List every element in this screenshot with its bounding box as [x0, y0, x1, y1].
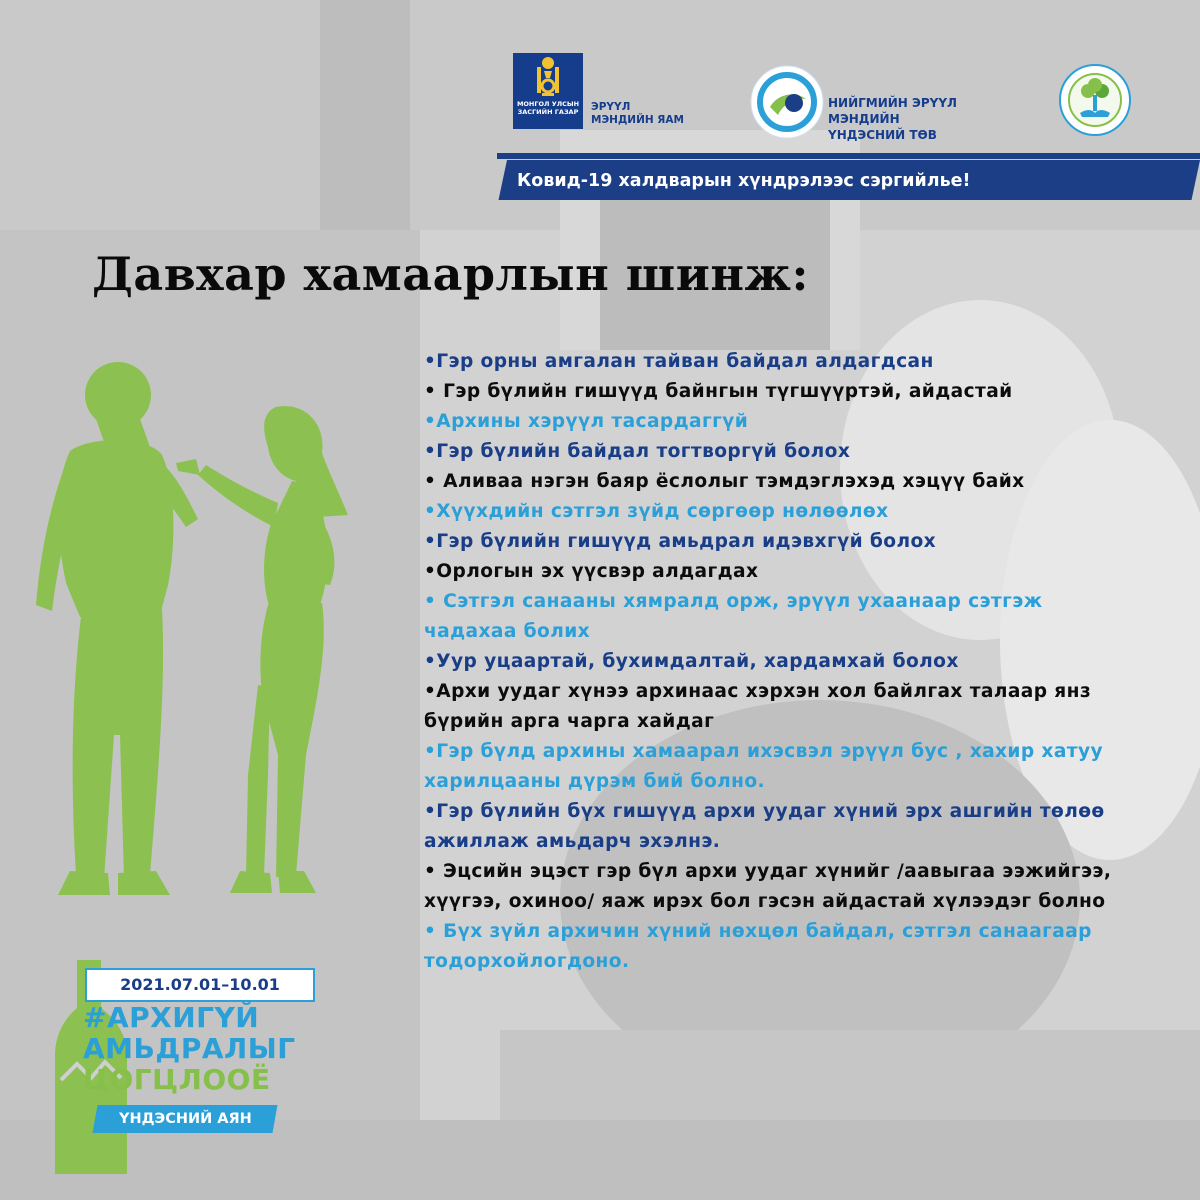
- campaign-label-text: ҮНДЭСНИЙ АЯН: [118, 1111, 252, 1127]
- list-item: •Орлогын эх үүсвэр алдагдах: [424, 561, 759, 582]
- soyombo-emblem-icon: [513, 53, 583, 101]
- ministry-logo: [513, 53, 693, 131]
- tree-hands-icon: [1058, 63, 1132, 137]
- banner-stripe: [497, 153, 1200, 159]
- globe-swirl-icon: [748, 63, 826, 141]
- list-item: •Гэр бүлийн бүх гишүүд архи уудаг хүний эрх ашгийн төлөө ажиллаж амьдарч эхэлнэ.: [424, 801, 1105, 852]
- list-item: •Гэр бүлд архины хамаарал ихэсвэл эрүүл бус , хахир хатуу харилцааны дүрэм бий болно.: [424, 741, 1103, 792]
- list-item: • Бүх зүйл архичин хүний нөхцөл байдал, сэтгэл санаагаар тодорхойлогдоно.: [424, 921, 1092, 972]
- campaign-badge: [55, 960, 335, 1180]
- list-item: •Архи уудаг хүнээ архинаас хэрхэн хол байлгах талаар янз бүрийн арга чарга хайдаг: [424, 681, 1092, 732]
- list-item: •Уур уцаартай, бухимдалтай, хардамхай болох: [424, 651, 959, 672]
- campaign-label: [93, 1105, 278, 1133]
- ministry-name: ЭРҮҮЛ МЭНДИЙН ЯАМ: [591, 101, 684, 126]
- health-promotion-logo: [1058, 63, 1132, 137]
- list-item: •Хүүхдийн сэтгэл зүйд сөргөөр нөлөөлөх: [424, 501, 889, 522]
- arguing-couple-silhouette: [0, 355, 420, 915]
- list-item: • Гэр бүлийн гишүүд байнгын түгшүүртэй, айдастай: [424, 381, 1013, 402]
- slogan-text: Ковид-19 халдварын хүндрэлээс сэргийлье!: [517, 171, 971, 191]
- page-title: Давхар хамаарлын шинж:: [92, 247, 809, 301]
- campaign-slogan-line: АМЬДРАЛЫГ: [83, 1032, 296, 1065]
- emblem-caption: МОНГОЛ УЛСЫН ЗАСГИЙН ГАЗАР: [516, 100, 580, 116]
- list-item: • Аливаа нэгэн баяр ёслолыг тэмдэглэхэд хэцүү байх: [424, 471, 1025, 492]
- list-item: •Гэр бүлийн гишүүд амьдрал идэвхгүй болох: [424, 531, 937, 552]
- list-item: • Сэтгэл санааны хямралд орж, эрүүл ухаанаар сэтгэж чадахаа болих: [424, 591, 1043, 642]
- campaign-date: 2021.07.01–10.01: [85, 968, 315, 1002]
- list-item: •Архины хэрүүл тасардаггүй: [424, 411, 749, 432]
- list-item: •Гэр бүлийн байдал тогтворгүй болох: [424, 441, 851, 462]
- list-item: •Гэр орны амгалан тайван байдал алдагдсан: [424, 351, 934, 372]
- list-item: • Эцсийн эцэст гэр бүл архи уудаг хүнийг /аавыгаа ээжийгээ, хүүгээ, охиноо/ яаж ирэх бол гэсэн айдастай хүлээдэг болно: [424, 861, 1112, 912]
- campaign-slogan-line: #АРХИГҮЙ: [83, 1001, 260, 1034]
- campaign-slogan-line: ЦОГЦЛООЁ: [83, 1063, 271, 1096]
- campaign-slogan: [83, 1002, 323, 1095]
- government-emblem: [513, 53, 583, 129]
- symptom-list: [424, 347, 1114, 977]
- public-health-center-logo: [748, 63, 1018, 143]
- center-name: НИЙГМИЙН ЭРҮҮЛ МЭНДИЙН ҮНДЭСНИЙ ТӨВ: [828, 96, 957, 142]
